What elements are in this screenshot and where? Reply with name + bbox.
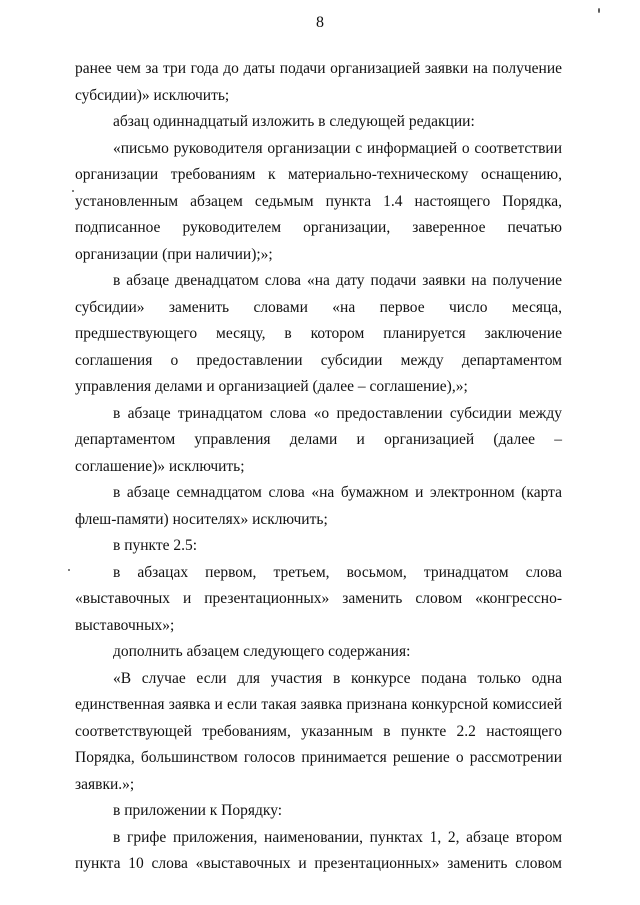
paragraph: «В случае если для участия в конкурсе подана только одна единственная заявка и если такая заявка признана конкурсной комиссией соответствующей требованиям, указанным в пункте 2.2 настоящего Порядка, большинством голосов принимается решение о рассмотрении заявки.»; <box>75 669 562 793</box>
paragraph: в абзаце тринадцатом слова «о предоставлении субсидии между департаментом управления делами и организацией (далее – соглашение)» исключить; <box>75 404 562 475</box>
paragraph: «письмо руководителя организации с информацией о соответствии организации требованиям к материально-техническому оснащению, установленным абзацем седьмым пункта 1.4 настоящего Порядка, подписанное руководителем организации, заверенное печатью организации (при наличии);»; <box>75 139 562 263</box>
document-body <box>75 56 562 878</box>
paragraph: дополнить абзацем следующего содержания: <box>113 643 411 660</box>
scan-speck <box>68 569 70 571</box>
paragraph: ранее чем за три года до даты подачи организацией заявки на получение субсидии)» исключить; <box>75 60 562 104</box>
paragraph: в абзаце семнадцатом слова «на бумажном и электронном (карта флеш-памяти) носителях» исключить; <box>75 484 562 528</box>
page-number: 8 <box>316 14 324 31</box>
paragraph: в пункте 2.5: <box>113 537 198 554</box>
paragraph: в грифе приложения, наименовании, пунктах 1, 2, абзаце втором пункта 10 слова «выставочных и презентационных» заменить словом <box>75 828 562 872</box>
paragraph: в приложении к Порядку: <box>113 802 283 819</box>
paragraph: в абзаце двенадцатом слова «на дату подачи заявки на получение субсидии» заменить словами «на первое число месяца, предшествующего месяцу, в котором планируется заключение соглашения о предоставлении субсидии между департаментом управления делами и организацией (далее – соглашение),»; <box>75 272 562 395</box>
paragraph: абзац одиннадцатый изложить в следующей редакции: <box>113 113 475 130</box>
scan-speck <box>598 8 600 13</box>
scan-speck <box>72 190 74 192</box>
paragraph: в абзацах первом, третьем, восьмом, тринадцатом слова «выставочных и презентационных» заменить словом «конгрессно-выставочных»; <box>75 563 562 634</box>
